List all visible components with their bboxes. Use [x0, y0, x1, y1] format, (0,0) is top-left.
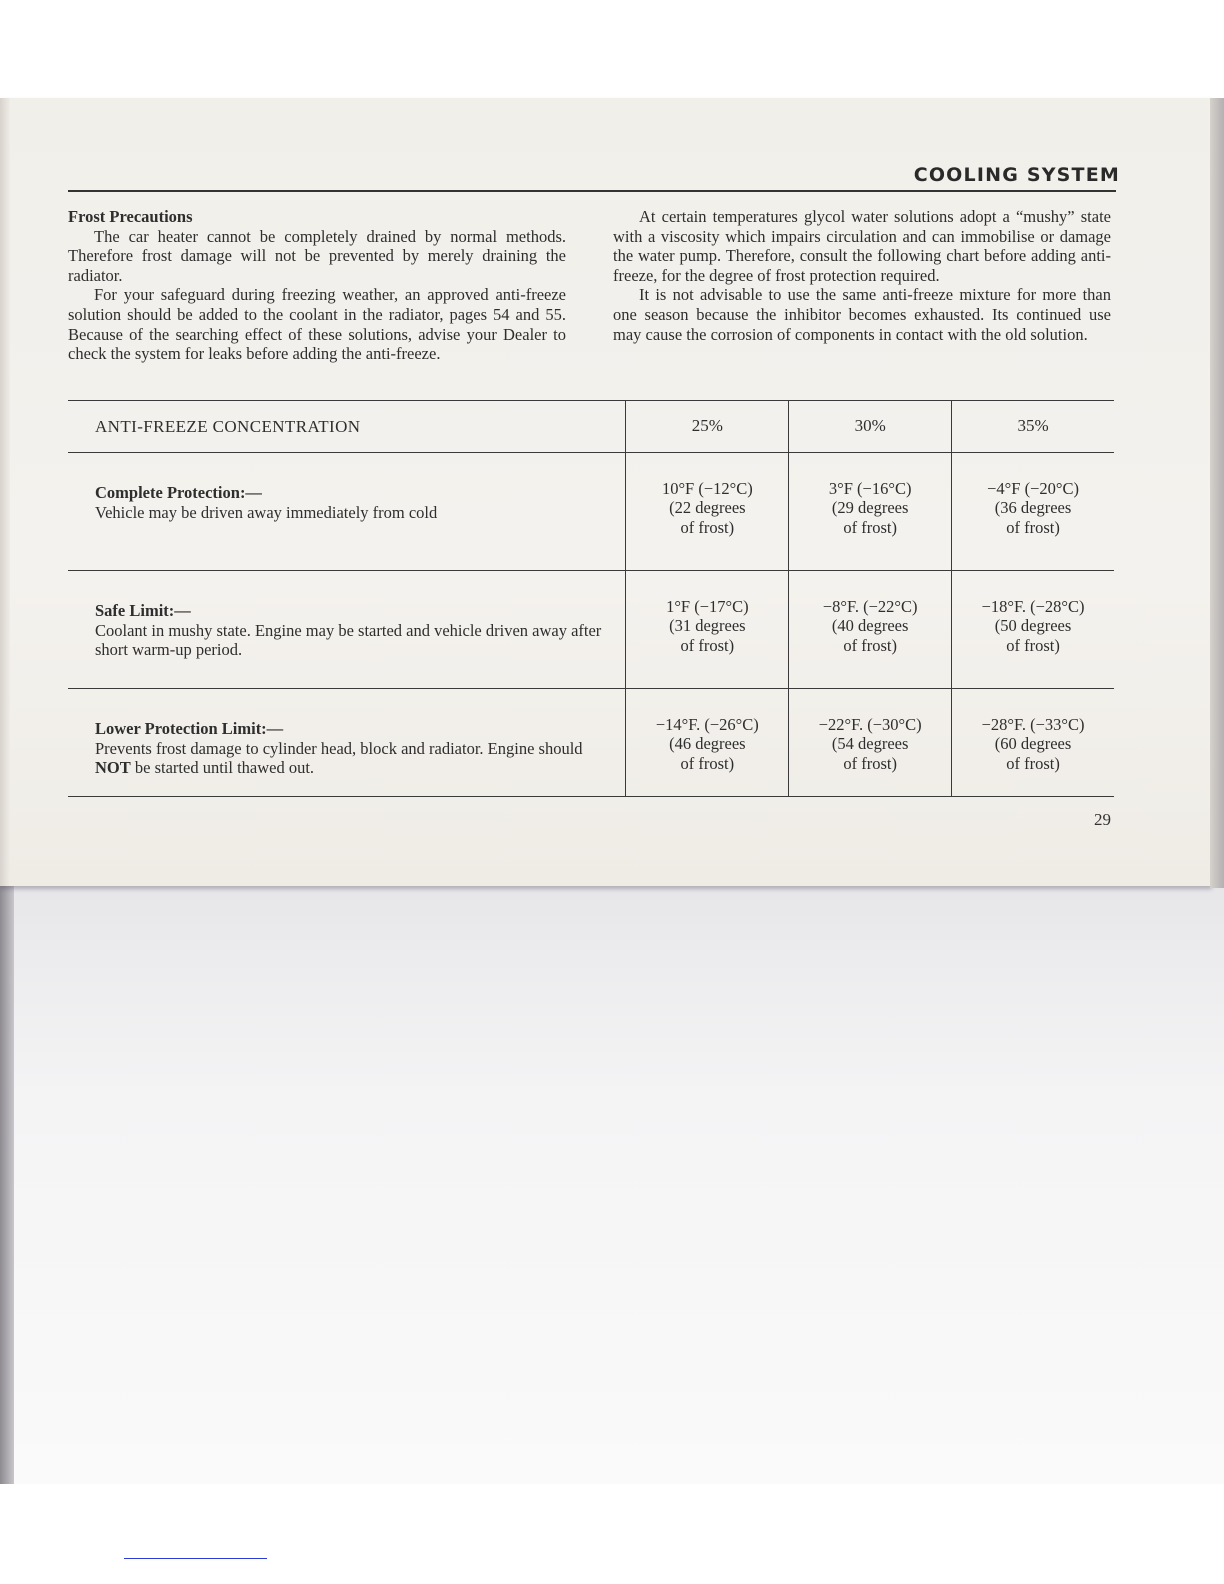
table-cell [952, 689, 1114, 797]
left-paragraph-1: The car heater cannot be completely drained by normal methods. Therefore frost damage will not be prevented by merely draining the radiator. [68, 226, 566, 285]
table-cell [626, 689, 789, 797]
row-text-post: be started until thawed out. [130, 758, 315, 778]
concentration-header: ANTI-FREEZE CONCENTRATION [68, 401, 626, 453]
row-label: Lower Protection Limit:— [95, 719, 284, 738]
cell-frost: of frost) [843, 635, 897, 655]
cell-temp: 1°F (−17°C) [666, 597, 749, 616]
cell-frost: of frost) [680, 517, 735, 537]
cell-frost: of frost) [1006, 517, 1060, 537]
page-edge [1210, 98, 1224, 888]
row-description [68, 453, 626, 571]
table-cell [626, 571, 789, 689]
cell-frost: of frost) [843, 753, 897, 773]
cell-temp: −8°F. (−22°C) [822, 597, 918, 616]
row-text [95, 739, 615, 778]
concentration-35: 35% [952, 401, 1114, 453]
cell-degrees: (60 degrees [994, 734, 1072, 754]
row-description [68, 571, 626, 689]
cell-temp: −14°F. (−26°C) [655, 715, 759, 734]
cell-temp: −18°F. (−28°C) [981, 597, 1085, 616]
concentration-30: 30% [789, 401, 952, 453]
footer-line [124, 1558, 267, 1559]
row-text-emphasis: NOT [95, 758, 131, 778]
table-header-row [68, 401, 1114, 453]
section-title: COOLING SYSTEM [913, 164, 1120, 186]
table-cell [626, 453, 789, 571]
right-paragraph-1: At certain temperatures glycol water solutions adopt a “mushy” state with a viscosity which impairs circulation and can immobilise or damage the water pump. Therefore, consult the following chart before adding anti-freeze, for the degree of frost protection required. [613, 207, 1111, 285]
cell-degrees: (31 degrees [669, 616, 746, 636]
cell-temp: −22°F. (−30°C) [818, 715, 922, 734]
cell-temp: −28°F. (−33°C) [981, 715, 1085, 734]
left-paragraph-2: For your safeguard during freezing weather, an approved anti-freeze solution should be added to the coolant in the radiator, pages 54 and 55. Because of the searching effect of these solutions, advise your Dealer to check the system for leaks before adding the anti-freeze. [68, 285, 566, 364]
cell-degrees: (22 degrees [669, 498, 746, 518]
table-cell [789, 689, 952, 797]
cell-temp: −4°F (−20°C) [987, 479, 1079, 498]
cell-degrees: (36 degrees [994, 498, 1072, 518]
table-cell [789, 453, 952, 571]
cell-frost: of frost) [843, 517, 897, 537]
cell-degrees: (46 degrees [669, 734, 746, 754]
cell-frost: of frost) [1006, 635, 1060, 655]
table-cell [789, 571, 952, 689]
table-cell [952, 571, 1114, 689]
frost-precautions-heading: Frost Precautions [68, 207, 193, 226]
cell-degrees: (54 degrees [831, 734, 909, 754]
table-row [68, 453, 1114, 571]
header-rule [68, 190, 1116, 192]
concentration-25: 25% [626, 401, 789, 453]
cell-degrees: (40 degrees [831, 616, 909, 636]
row-label: Safe Limit:— [95, 601, 191, 620]
cell-degrees: (29 degrees [831, 498, 909, 518]
cell-frost: of frost) [680, 635, 735, 655]
row-text-pre: Prevents frost damage to cylinder head, block and radiator. Engine should [95, 738, 583, 758]
table-row [68, 689, 1114, 797]
row-label: Complete Protection:— [95, 483, 262, 502]
cell-degrees: (50 degrees [994, 616, 1072, 636]
left-column [68, 207, 566, 364]
anti-freeze-table [68, 400, 1114, 797]
table-row [68, 571, 1114, 689]
row-description [68, 689, 626, 797]
right-column [613, 207, 1111, 344]
cell-frost: of frost) [680, 753, 735, 773]
row-text: Vehicle may be driven away immediately from cold [95, 502, 438, 522]
cell-frost: of frost) [1006, 753, 1060, 773]
table-cell [952, 453, 1114, 571]
cell-temp: 3°F (−16°C) [828, 479, 912, 498]
cell-temp: 10°F (−12°C) [661, 479, 753, 498]
row-text: Coolant in mushy state. Engine may be started and vehicle driven away after short warm-up period. [95, 620, 602, 660]
page-number: 29 [1094, 810, 1111, 829]
right-paragraph-2: It is not advisable to use the same anti-freeze mixture for more than one season because the inhibitor becomes exhausted. Its continued use may cause the corrosion of components in contact with the old solution. [613, 285, 1111, 344]
